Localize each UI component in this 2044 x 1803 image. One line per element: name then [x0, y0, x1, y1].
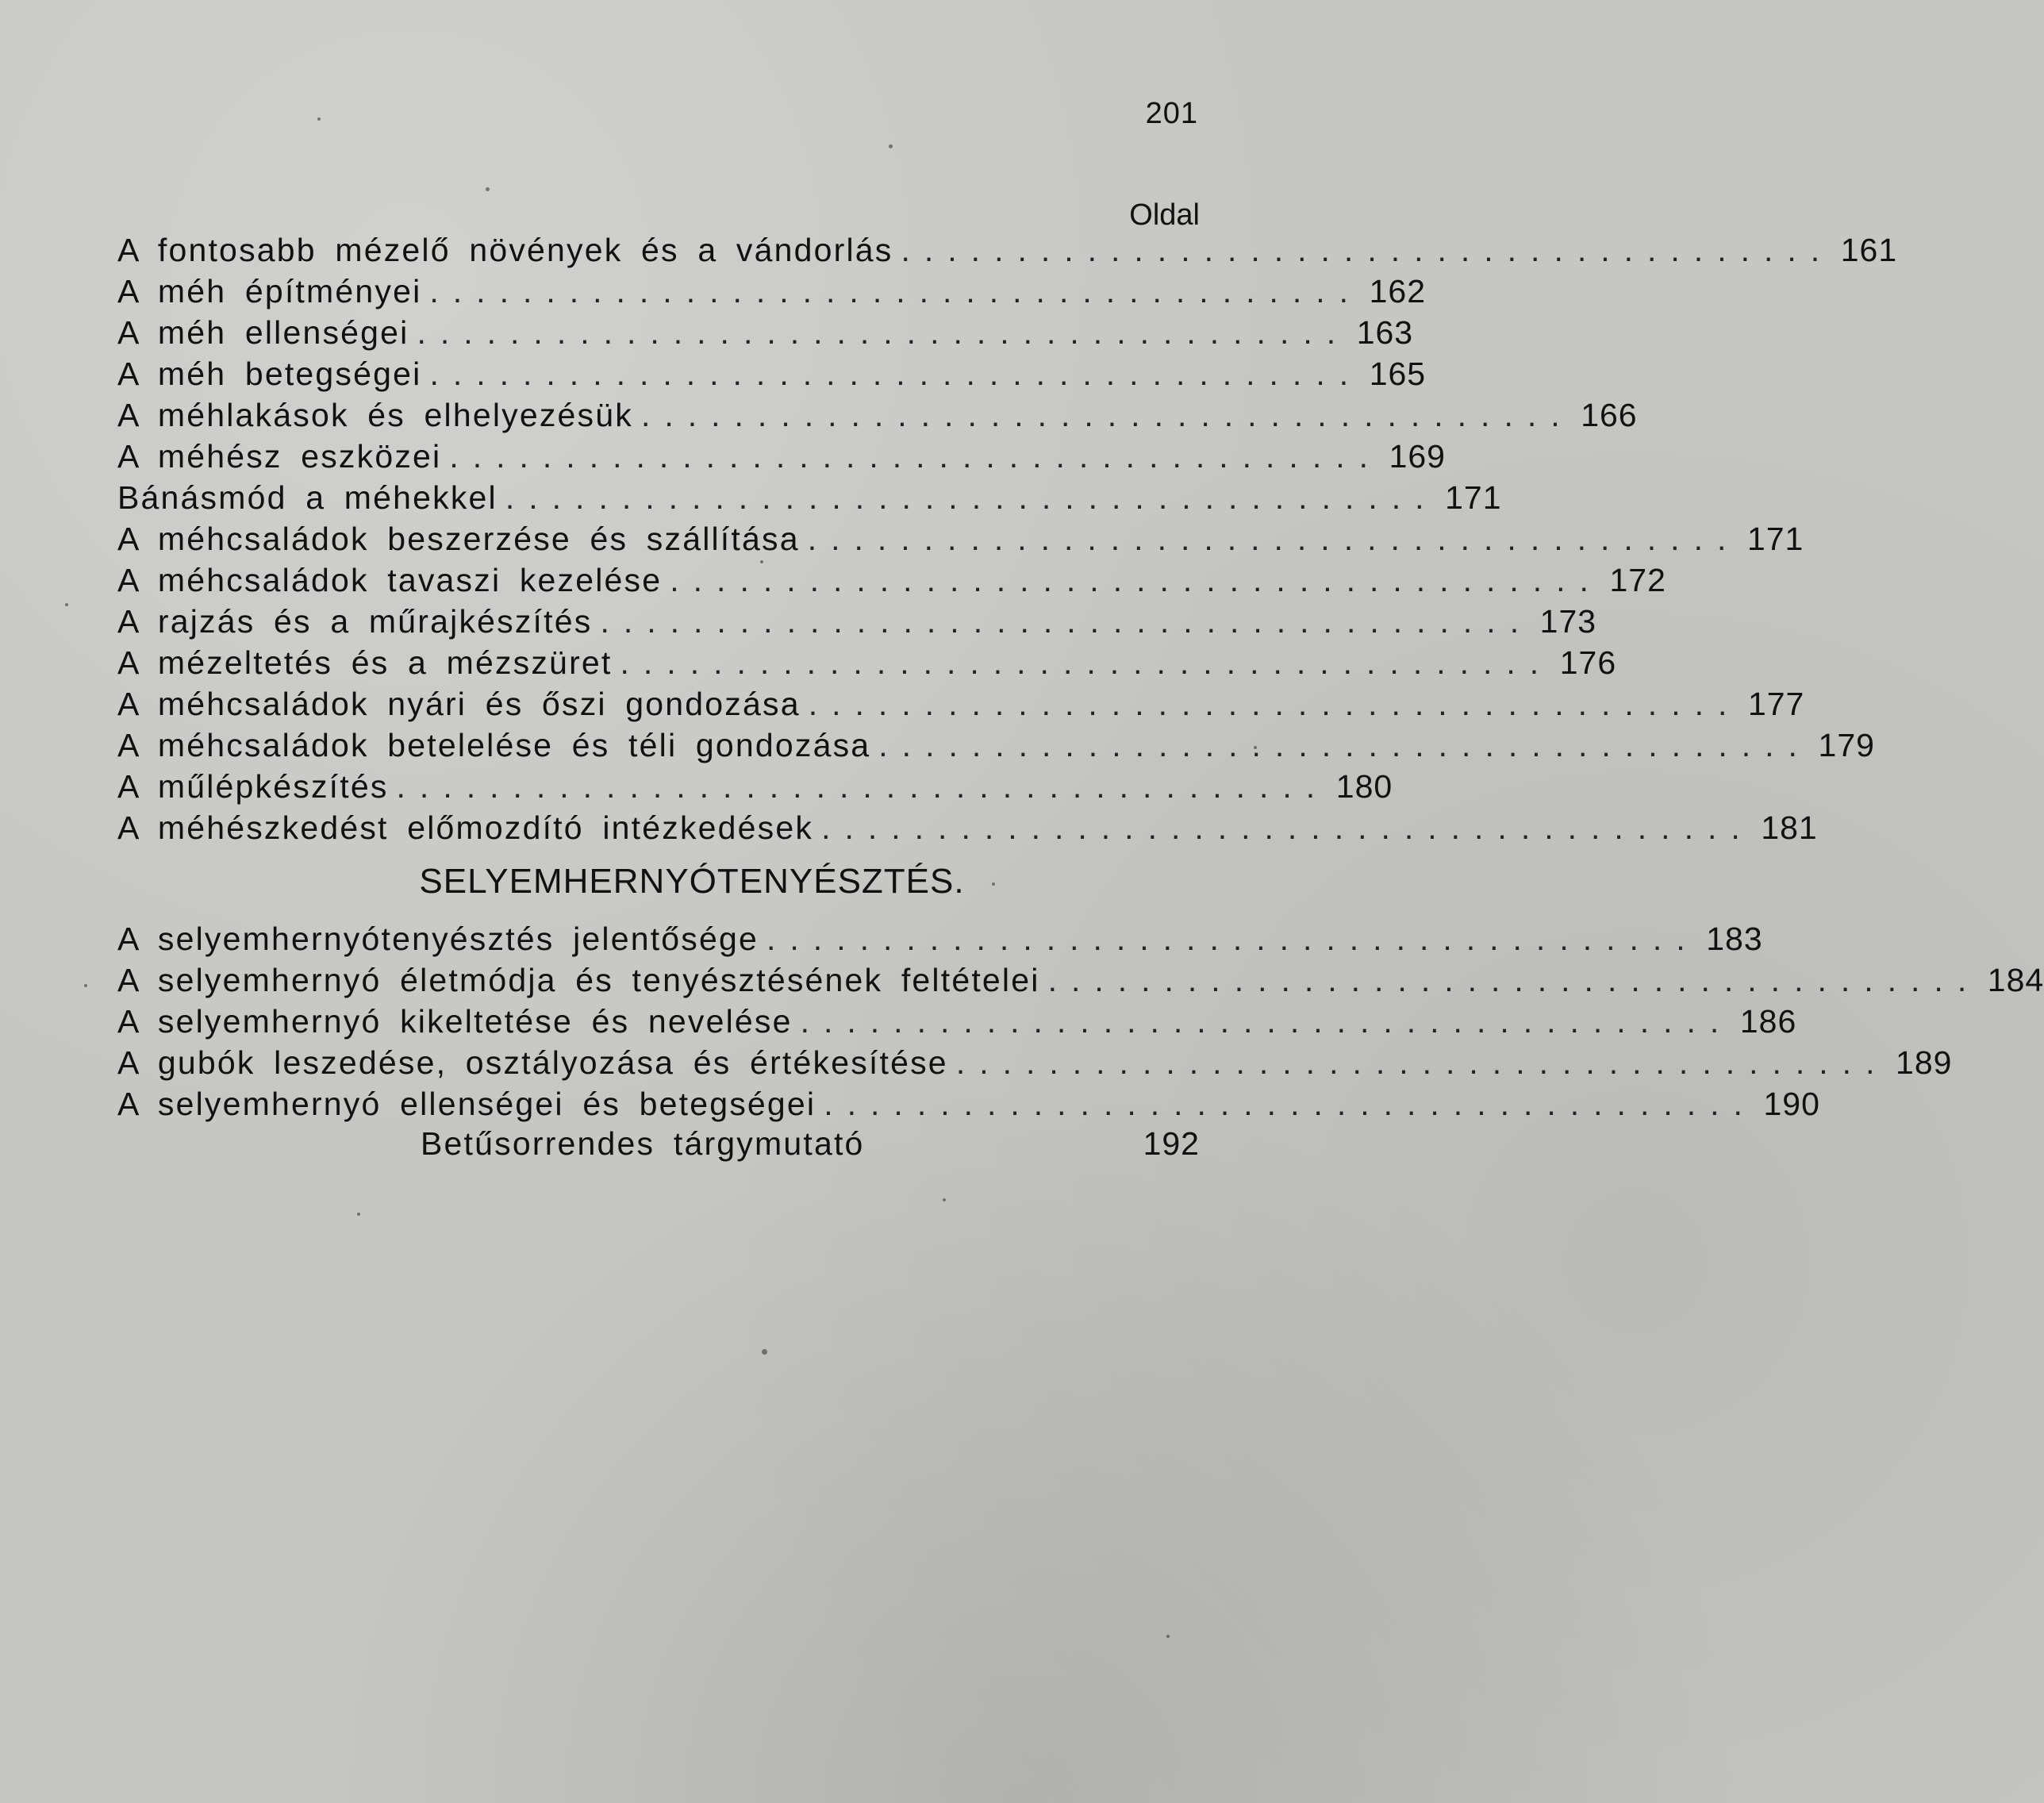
- toc-entry: [117, 356, 1427, 397]
- toc-entry: [117, 314, 1414, 356]
- toc-leader-dots: ........................................: [505, 479, 1439, 516]
- toc-entry-page: 163: [1356, 314, 1414, 351]
- paper-speck: [84, 984, 87, 987]
- toc-entry-page: 184: [1987, 962, 2044, 998]
- toc-entry: [117, 921, 1763, 962]
- toc-entry-page: 171: [1746, 521, 1804, 557]
- toc-entry-title: A méhlakások és elhelyezésük: [117, 397, 633, 433]
- toc-entry: [117, 438, 1446, 479]
- toc-entry-page: 162: [1369, 273, 1427, 309]
- toc-entry: [117, 809, 1818, 851]
- section-heading: SELYEMHERNYÓTENYÉSZTÉS.: [419, 862, 965, 901]
- toc-entry-page: 179: [1818, 727, 1875, 763]
- toc-entry: [117, 1003, 1797, 1044]
- toc-entry-title: A méhészkedést előmozdító intézkedések: [117, 809, 814, 846]
- toc-entry-page: 171: [1445, 479, 1502, 516]
- toc-entry-title: A mézeltetés és a mézszüret: [117, 644, 613, 681]
- index-entry: [421, 1125, 1200, 1163]
- paper-speck: [889, 144, 893, 148]
- paper-speck: [486, 187, 490, 191]
- toc-entry-page: 169: [1389, 438, 1446, 475]
- toc-entry-page: 165: [1369, 356, 1427, 392]
- toc-entry: [117, 521, 1804, 562]
- toc-entry-page: 166: [1581, 397, 1638, 433]
- toc-entry-title: A méhcsaládok betelelése és téli gondozása: [117, 727, 871, 763]
- toc-entry-title: A méh betegségei: [117, 356, 422, 392]
- paper-speck: [943, 1198, 946, 1201]
- toc-leader-dots: ........................................: [821, 809, 1754, 846]
- toc-entry-page: 161: [1840, 232, 1898, 268]
- toc-leader-dots: ........................................: [807, 521, 1741, 557]
- toc-entry-title: A méh építményei: [117, 273, 422, 309]
- toc-entry: [117, 768, 1393, 809]
- paper-speck: [65, 603, 68, 606]
- toc-entry-title: A rajzás és a műrajkészítés: [117, 603, 593, 640]
- toc-leader-dots: ........................................: [878, 727, 1812, 763]
- toc-entry-title: A selyemhernyótenyésztés jelentősége: [117, 921, 759, 957]
- toc-entry-page: 189: [1896, 1044, 1953, 1081]
- toc-leader-dots: ........................................: [600, 603, 1534, 640]
- paper-speck: [1166, 1635, 1170, 1638]
- toc-leader-dots: ........................................: [766, 921, 1700, 957]
- toc-entry-title: A méhcsaládok tavaszi kezelése: [117, 562, 663, 598]
- toc-entry-title: A fontosabb mézelő növények és a vándorlás: [117, 232, 893, 268]
- toc-leader-dots: ........................................: [396, 768, 1330, 805]
- toc-entry: [117, 397, 1638, 438]
- toc-leader-dots: ........................................: [808, 686, 1742, 722]
- toc-entry: [117, 962, 2044, 1003]
- toc-entry-title: A selyemhernyó ellenségei és betegségei: [117, 1086, 816, 1122]
- toc-leader-dots: ........................................: [417, 314, 1350, 351]
- toc-leader-dots: ........................................: [429, 273, 1363, 309]
- toc-leader-dots: ........................................: [620, 644, 1554, 681]
- paper-speck: [317, 117, 321, 121]
- toc-leader-dots: ........................................: [640, 397, 1574, 433]
- toc-entry-page: 176: [1559, 644, 1617, 681]
- toc-entry: [117, 1086, 1820, 1127]
- toc-entry-title: A selyemhernyó kikeltetése és nevelése: [117, 1003, 793, 1040]
- toc-entry: [117, 479, 1502, 521]
- toc-entry-title: A selyemhernyó életmódja és tenyésztésének feltételei: [117, 962, 1040, 998]
- toc-entry-title: Bánásmód a méhekkel: [117, 479, 498, 516]
- page-number: 201: [1145, 97, 1198, 130]
- toc-entry-title: A méh ellenségei: [117, 314, 409, 351]
- toc-entry-page: 190: [1763, 1086, 1820, 1122]
- toc-entry-title: A gubók leszedése, osztályozása és értékesítése: [117, 1044, 948, 1081]
- toc-leader-dots: ........................................: [1047, 962, 1981, 998]
- toc-entry-page: 180: [1335, 768, 1393, 805]
- toc-leader-dots: ........................................: [800, 1003, 1734, 1040]
- toc-leader-dots: ........................................: [955, 1044, 1889, 1081]
- toc-entry: [117, 727, 1875, 768]
- toc-entry: [117, 603, 1597, 644]
- toc-entry: [117, 686, 1805, 727]
- toc-entry-page: 186: [1739, 1003, 1797, 1040]
- toc-entry: [117, 232, 1898, 273]
- toc-leader-dots: ........................................: [449, 438, 1382, 475]
- paper-speck: [357, 1213, 360, 1216]
- toc-entry: [117, 562, 1666, 603]
- page-column-header: Oldal: [1129, 198, 1200, 232]
- paper-speck: [762, 1349, 767, 1355]
- toc-entry-page: 181: [1761, 809, 1818, 846]
- index-entry-title: Betűsorrendes tárgymutató: [421, 1125, 865, 1162]
- toc-entry-title: A műlépkészítés: [117, 768, 389, 805]
- toc-entry-title: A méhész eszközei: [117, 438, 442, 475]
- toc-leader-dots: ........................................: [901, 232, 1835, 268]
- toc-leader-dots: ........................................: [429, 356, 1363, 392]
- toc-entry: [117, 644, 1617, 686]
- toc-entry-page: 183: [1706, 921, 1763, 957]
- toc-leader-dots: ........................................: [824, 1086, 1757, 1122]
- toc-entry-page: 172: [1609, 562, 1666, 598]
- toc-entry: [117, 273, 1427, 314]
- toc-entry-title: A méhcsaládok nyári és őszi gondozása: [117, 686, 801, 722]
- index-entry-page: 192: [1143, 1125, 1200, 1162]
- toc-entry: [117, 1044, 1953, 1086]
- toc-entry-page: 177: [1747, 686, 1805, 722]
- toc-leader-dots: ........................................: [670, 562, 1603, 598]
- toc-entry-title: A méhcsaládok beszerzése és szállítása: [117, 521, 800, 557]
- toc-entry-page: 173: [1539, 603, 1597, 640]
